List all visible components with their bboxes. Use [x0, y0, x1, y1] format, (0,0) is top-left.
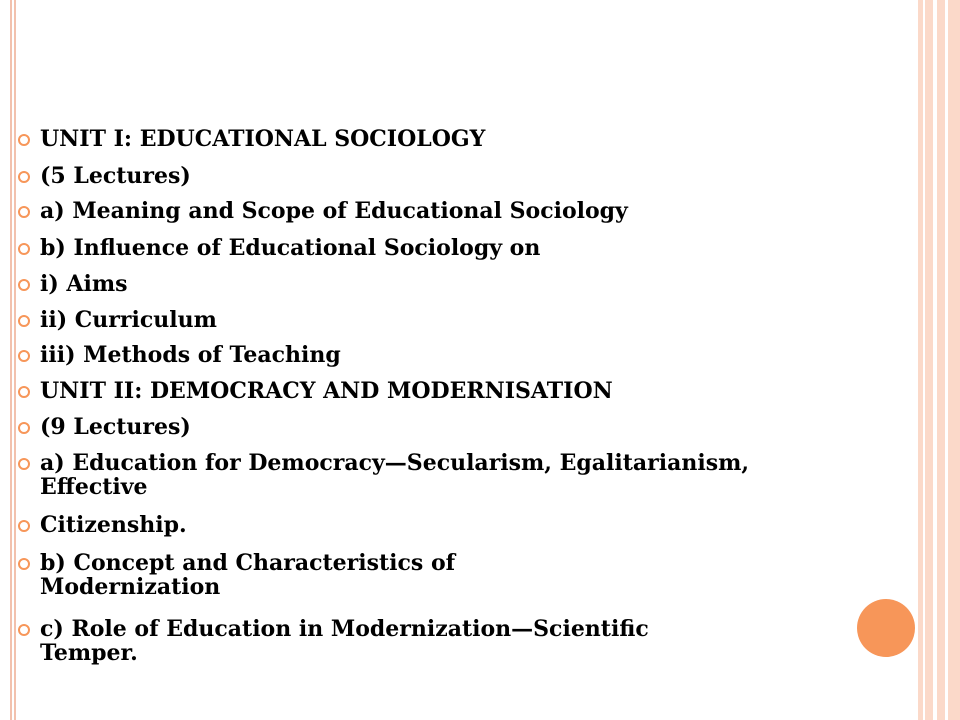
bullet-marker-icon [18, 558, 30, 570]
bullet-text: a) Meaning and Scope of Educational Sociology [40, 198, 628, 224]
bullet-text: b) Influence of Educational Sociology on [40, 235, 541, 261]
bullet-text: Citizenship. [40, 512, 187, 538]
bullet-marker-icon [18, 134, 30, 146]
bullet-text: iii) Methods of Teaching [40, 342, 341, 368]
bullet-text: UNIT I: EDUCATIONAL SOCIOLOGY [40, 126, 486, 152]
bullet-marker-icon [18, 279, 30, 291]
bullet-text: i) Aims [40, 271, 128, 297]
bullet-text: ii) Curriculum [40, 307, 217, 333]
bullet-marker-icon [18, 386, 30, 398]
bullet-marker-icon [18, 458, 30, 470]
bullet-marker-icon [18, 520, 30, 532]
bullet-text: b) Concept and Characteristics of Modernization [40, 550, 456, 600]
bullet-text: UNIT II: DEMOCRACY AND MODERNISATION [40, 378, 613, 404]
bullet-marker-icon [18, 624, 30, 636]
bullet-marker-icon [18, 315, 30, 327]
bullet-marker-icon [18, 350, 30, 362]
bullet-text: a) Education for Democracy—Secularism, Egalitarianism, Effective [40, 450, 750, 500]
bullet-marker-icon [18, 171, 30, 183]
bullet-text: (5 Lectures) [40, 163, 191, 189]
bullet-text: c) Role of Education in Modernization—Scientific Temper. [40, 616, 649, 666]
bullet-marker-icon [18, 422, 30, 434]
bullet-marker-icon [18, 206, 30, 218]
bullet-text: (9 Lectures) [40, 414, 191, 440]
bullet-marker-icon [18, 243, 30, 255]
